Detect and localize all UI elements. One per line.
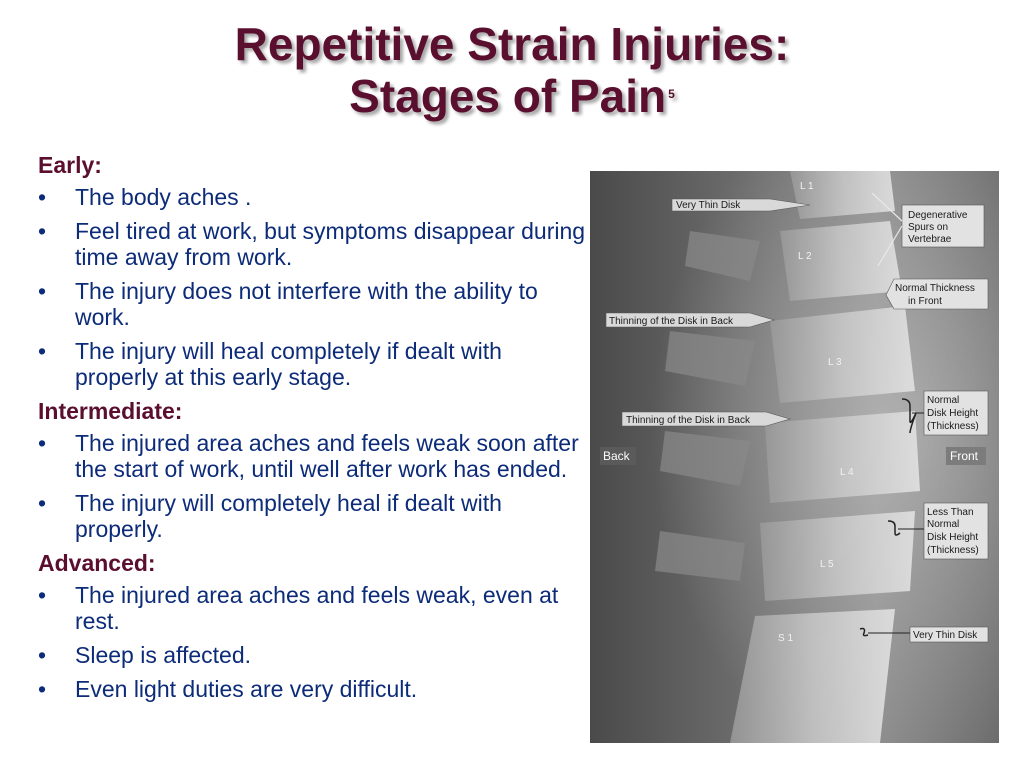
- callout-text: Disk Height: [927, 408, 979, 419]
- callout-text: Disk Height: [927, 532, 979, 543]
- vertebra-s1: [730, 609, 895, 743]
- bullet-icon: •: [38, 490, 47, 516]
- bullet-icon: •: [38, 184, 47, 210]
- label-front-text: Front: [950, 449, 979, 463]
- early-bullet-list: [38, 184, 586, 390]
- bullet-text: Feel tired at work, but symptoms disappear during time away from work.: [75, 218, 586, 270]
- section-heading-intermediate: Intermediate:: [38, 398, 183, 424]
- level-label-l1: L 1: [800, 181, 814, 192]
- slide-title: [0, 18, 1024, 134]
- title-line-1: Repetitive Strain Injuries:: [234, 18, 790, 70]
- callout-text: Very Thin Disk: [676, 200, 741, 211]
- title-footnote: 5: [668, 87, 675, 101]
- list-item: [38, 338, 586, 390]
- bullet-text: The injured area aches and feels weak, even at rest.: [75, 582, 559, 634]
- bullet-text: The injury will heal completely if dealt with properly at this early stage.: [75, 338, 502, 390]
- bullet-text: The injury does not interfere with the ability to work.: [75, 278, 538, 330]
- bullet-text: The injured area aches and feels weak soon after the start of work, until well after work has ended.: [75, 430, 579, 482]
- bullet-icon: •: [38, 430, 47, 456]
- callout-text: Spurs on: [908, 222, 949, 233]
- label-back-text: Back: [603, 449, 630, 463]
- spine-xray-image: [590, 171, 999, 743]
- callout-text: Normal Thickness: [895, 283, 975, 294]
- section-heading-advanced: Advanced:: [38, 550, 156, 576]
- list-item: [38, 430, 586, 482]
- callout-thinning-back-1: [606, 313, 774, 327]
- bullet-icon: •: [38, 338, 47, 364]
- title-line-2: [0, 70, 1024, 134]
- list-item: [38, 676, 586, 702]
- callout-text: (Thickness): [927, 421, 979, 432]
- callout-normal-thickness: [886, 279, 988, 309]
- title-line-2-text: Stages of Pain: [349, 70, 667, 122]
- vertebra-l1: [790, 171, 895, 219]
- spine-xray-svg: [590, 171, 999, 743]
- bullet-text: The injury will completely heal if dealt with properly.: [75, 490, 502, 542]
- label-back: [600, 447, 636, 465]
- list-item: [38, 582, 586, 634]
- bullet-icon: •: [38, 642, 47, 668]
- level-label-l4: L 4: [840, 467, 854, 478]
- bullet-icon: •: [38, 278, 47, 304]
- callout-text: Thinning of the Disk in Back: [626, 415, 750, 426]
- callout-text: (Thickness): [927, 545, 979, 556]
- vertebra-l4: [765, 411, 920, 503]
- callout-text: in Front: [908, 296, 942, 307]
- section-heading-early: Early:: [38, 152, 102, 178]
- level-label-l2: L 2: [798, 251, 812, 262]
- vertebra-l5: [760, 511, 915, 601]
- callout-thinning-back-2: [622, 412, 790, 426]
- bullet-text: Even light duties are very difficult.: [75, 676, 418, 702]
- list-item: [38, 218, 586, 270]
- bullet-text: The body aches .: [75, 184, 252, 210]
- bullet-icon: •: [38, 582, 47, 608]
- callout-text: Normal: [927, 519, 960, 530]
- advanced-bullet-list: [38, 582, 586, 702]
- callout-text: Thinning of the Disk in Back: [609, 316, 733, 327]
- list-item: [38, 490, 586, 542]
- list-item: [38, 184, 586, 210]
- list-item: [38, 642, 586, 668]
- callout-text: Less Than: [927, 507, 974, 518]
- list-item: [38, 278, 586, 330]
- label-front: [946, 447, 986, 465]
- callout-text: Normal: [927, 395, 960, 406]
- callout-text: Degenerative: [908, 210, 968, 221]
- level-label-l3: L 3: [828, 357, 842, 368]
- bullet-text: Sleep is affected.: [75, 642, 252, 668]
- bullet-icon: •: [38, 218, 47, 244]
- content-body: [38, 150, 586, 710]
- bullet-icon: •: [38, 676, 47, 702]
- level-label-s1: S 1: [778, 633, 794, 644]
- intermediate-bullet-list: [38, 430, 586, 542]
- level-label-l5: L 5: [820, 559, 834, 570]
- callout-text: Very Thin Disk: [913, 630, 978, 641]
- vertebra-l3: [770, 306, 915, 403]
- callout-text: Vertebrae: [908, 234, 952, 245]
